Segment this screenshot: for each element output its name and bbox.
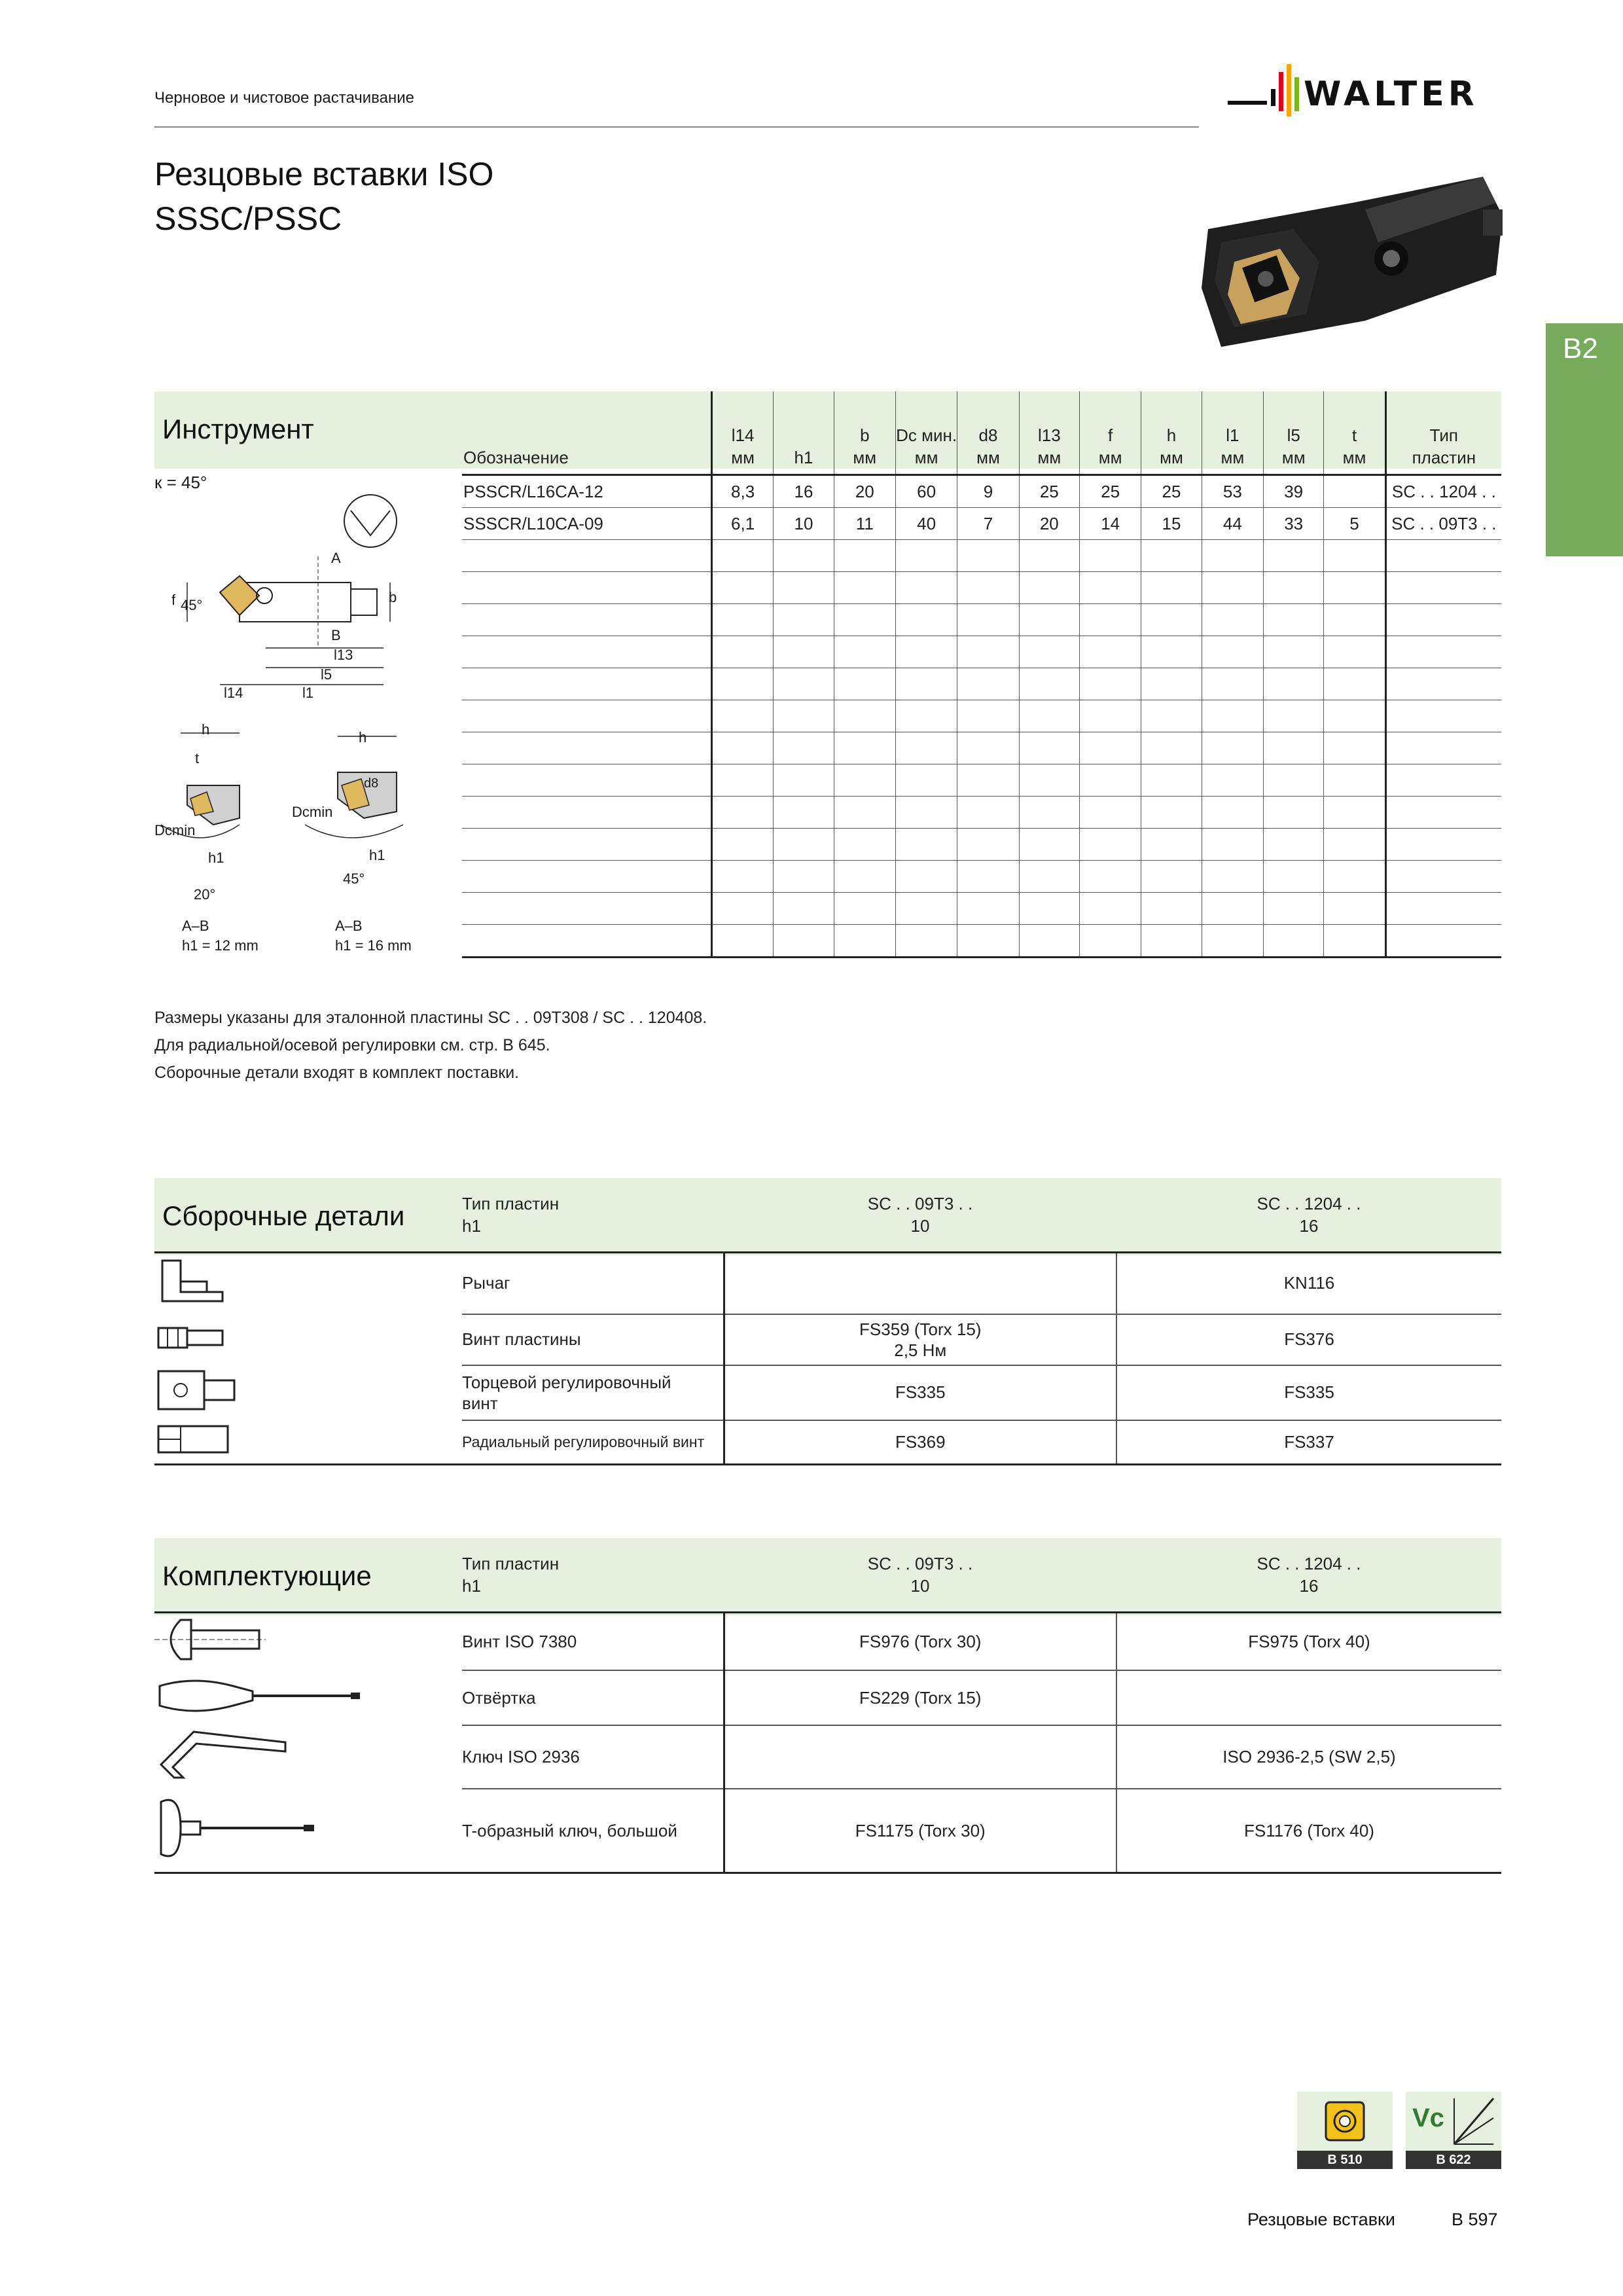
table-row: Радиальный регулировочный винт FS369 FS337 bbox=[154, 1420, 1501, 1465]
dim-h1-left: h1 bbox=[208, 850, 224, 866]
insert-badge[interactable] bbox=[1297, 2092, 1393, 2170]
assembly-head-col2: SC . . 1204 . . 16 bbox=[1116, 1178, 1501, 1253]
dim-f: f bbox=[171, 592, 176, 608]
table-row: Рычаг KN116 bbox=[154, 1253, 1501, 1314]
dim-l14: l14 bbox=[224, 685, 243, 701]
page-number: B 597 bbox=[1452, 2210, 1498, 2229]
table-row: Ключ ISO 2936 ISO 2936-2,5 (SW 2,5) bbox=[154, 1725, 1501, 1789]
table-row: SSSCR/L10CA-09 6,1 10 11 40 7 20 14 15 44 33 5 SC . . 09T3 . . bbox=[462, 508, 1501, 540]
note-1: Размеры указаны для эталонной пластины SC . . 09T308 / SC . . 120408. bbox=[154, 1009, 707, 1027]
insert-screw-icon bbox=[154, 1318, 226, 1357]
col-l5: l5 мм bbox=[1264, 391, 1324, 475]
accessories-head-labels: Тип пластин h1 bbox=[462, 1538, 724, 1613]
face-adjust-screw-icon bbox=[154, 1367, 240, 1413]
col-t: t мм bbox=[1324, 391, 1385, 475]
dim-B: B bbox=[331, 627, 341, 643]
assembly-section-title: Сборочные детали bbox=[162, 1200, 405, 1231]
col-dcmin: Dc мин. мм bbox=[895, 391, 957, 475]
table-row: Винт пластины FS359 (Torx 15) 2,5 Нм FS376 bbox=[154, 1314, 1501, 1365]
table-row bbox=[462, 732, 1501, 764]
product-photo bbox=[1195, 164, 1507, 367]
col-h1: h1 bbox=[774, 391, 834, 475]
table-row bbox=[462, 668, 1501, 700]
assembly-table bbox=[154, 1178, 1501, 1465]
page-title bbox=[154, 152, 493, 241]
dim-l13: l13 bbox=[334, 647, 353, 663]
col-b: b мм bbox=[834, 391, 895, 475]
table-row bbox=[462, 797, 1501, 829]
cutting-speed-badge-label: B 622 bbox=[1406, 2151, 1501, 2169]
screwdriver-icon bbox=[154, 1673, 364, 1719]
dim-h-left: h bbox=[202, 721, 210, 738]
clamp-lever-icon bbox=[154, 1255, 226, 1308]
dim-45-right: 45° bbox=[343, 870, 365, 887]
table-row bbox=[462, 893, 1501, 925]
hex-key-icon bbox=[154, 1725, 305, 1784]
assembly-head-col1: SC . . 09T3 . . 10 bbox=[724, 1178, 1116, 1253]
col-designation: Обозначение bbox=[462, 391, 711, 475]
table-row bbox=[462, 604, 1501, 636]
section-label-right: A–B h1 = 16 mm bbox=[335, 918, 412, 954]
tool-section-title: Инструмент bbox=[162, 414, 314, 444]
cutting-speed-badge[interactable] bbox=[1406, 2092, 1501, 2170]
header-rule bbox=[154, 126, 1199, 128]
col-l13: l13 мм bbox=[1019, 391, 1079, 475]
dim-A: A bbox=[331, 550, 341, 566]
note-2: Для радиальной/осевой регулировки см. стр. B 645. bbox=[154, 1036, 550, 1054]
table-row bbox=[462, 636, 1501, 668]
note-3: Сборочные детали входят в комплект поставки. bbox=[154, 1064, 520, 1082]
vc-glyph: Vc bbox=[1412, 2104, 1444, 2132]
dim-l5: l5 bbox=[321, 666, 332, 683]
table-row bbox=[462, 829, 1501, 861]
col-h: h мм bbox=[1141, 391, 1202, 475]
dim-d8: d8 bbox=[364, 776, 379, 791]
section-label-left: A–B h1 = 12 mm bbox=[182, 918, 259, 954]
dim-dcmin-right: Dcmin bbox=[292, 804, 333, 820]
dim-45: 45° bbox=[181, 597, 203, 613]
col-insert-type: Тип пластин bbox=[1385, 391, 1501, 475]
dim-t: t bbox=[195, 750, 200, 766]
brand-wordmark: WALTER bbox=[1304, 75, 1478, 114]
dim-b: b bbox=[389, 589, 397, 605]
table-row: Торцевой регулировочный винт FS335 FS335 bbox=[154, 1365, 1501, 1420]
dim-dcmin-left: Dcmin bbox=[154, 822, 196, 838]
dim-h-right: h bbox=[359, 729, 367, 745]
table-row bbox=[462, 700, 1501, 732]
section-heading: Черновое и чистовое растачивание bbox=[154, 89, 415, 107]
dim-l1: l1 bbox=[302, 685, 314, 701]
t-handle-key-icon bbox=[154, 1789, 325, 1867]
table-row: T-образный ключ, большой FS1175 (Torx 30) FS1176 (Torx 40) bbox=[154, 1789, 1501, 1873]
title-line-2: SSSC/PSSC bbox=[154, 200, 342, 237]
dim-h1-right: h1 bbox=[369, 847, 385, 863]
insert-icon bbox=[1297, 2092, 1393, 2151]
radial-adjust-screw-icon bbox=[154, 1421, 233, 1458]
footnotes bbox=[154, 1004, 707, 1086]
table-row bbox=[462, 764, 1501, 797]
table-row bbox=[462, 572, 1501, 604]
table-row: PSSCR/L16CA-12 8,3 16 20 60 9 25 25 25 53 39 SC . . 1204 . . bbox=[462, 475, 1501, 508]
chapter-tab: B2 bbox=[1546, 323, 1623, 556]
table-row bbox=[462, 925, 1501, 958]
col-l1: l1 мм bbox=[1202, 391, 1263, 475]
accessories-head-col1: SC . . 09T3 . . 10 bbox=[724, 1538, 1116, 1613]
col-l14: l14 мм bbox=[711, 391, 773, 475]
footer-text: Резцовые вставки bbox=[1247, 2210, 1395, 2229]
insert-badge-label: B 510 bbox=[1297, 2151, 1393, 2169]
accessories-section-title: Комплектующие bbox=[162, 1560, 372, 1591]
title-line-1: Резцовые вставки ISO bbox=[154, 156, 494, 192]
walter-logo bbox=[1228, 60, 1503, 132]
assembly-head-labels: Тип пластин h1 bbox=[462, 1178, 724, 1253]
table-row: Винт ISO 7380 FS976 (Torx 30) FS975 (Torx 40) bbox=[154, 1613, 1501, 1671]
table-row: Отвёртка FS229 (Torx 15) bbox=[154, 1670, 1501, 1725]
tool-table bbox=[462, 391, 1501, 958]
accessories-head-col2: SC . . 1204 . . 16 bbox=[1116, 1538, 1501, 1613]
col-f: f мм bbox=[1079, 391, 1141, 475]
dim-20: 20° bbox=[194, 886, 216, 903]
accessories-table bbox=[154, 1538, 1501, 1874]
kappa-label: к = 45° bbox=[154, 473, 207, 492]
iso-screw-icon bbox=[154, 1613, 266, 1666]
table-row bbox=[462, 540, 1501, 572]
col-d8: d8 мм bbox=[957, 391, 1019, 475]
table-row bbox=[462, 861, 1501, 893]
